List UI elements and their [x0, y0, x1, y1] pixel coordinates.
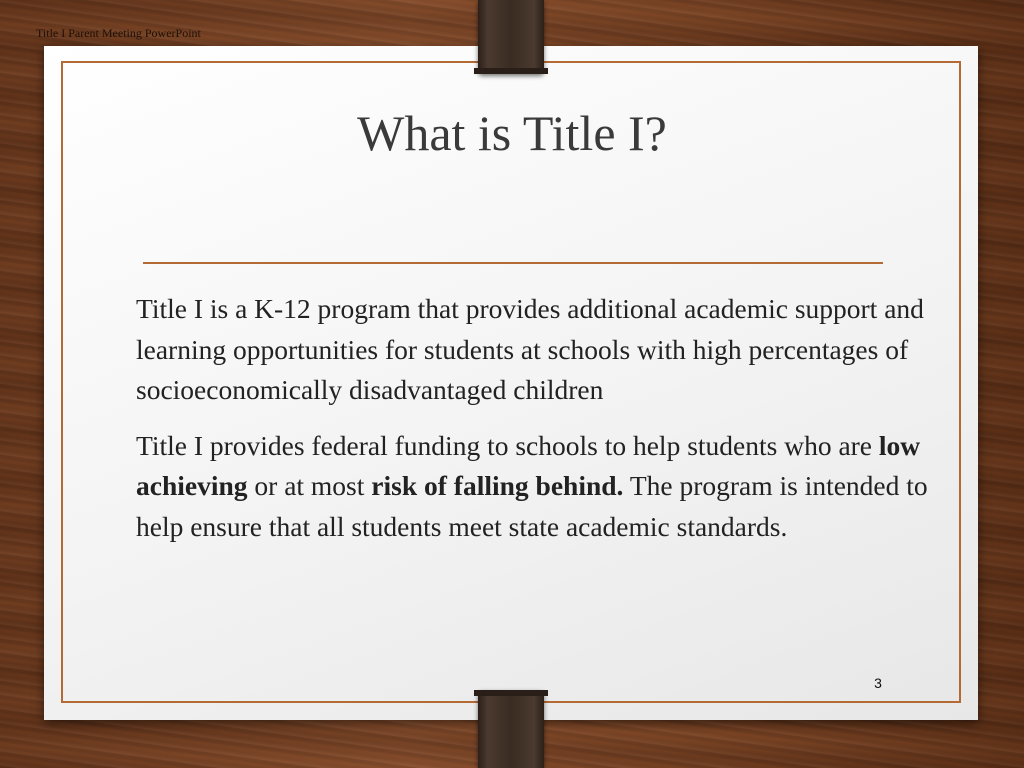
title-divider [143, 262, 883, 264]
slide-title: What is Title I? [357, 105, 667, 161]
paragraph-2-text-3: The program is intended to help ensure that all students meet state academic standards. [136, 470, 928, 542]
body-paragraph-1: Title I is a K-12 program that provides additional academic support and learning opportunities for students at schools with high percentages of socioeconomically disadvantaged children [136, 293, 924, 405]
slide-number: 3 [874, 675, 882, 691]
paragraph-2-text-1: Title I provides federal funding to schools to help students who are [136, 429, 879, 461]
top-strap-decoration [478, 0, 544, 74]
emphasis-risk-of-falling-behind: risk of falling behind. [371, 470, 624, 501]
presentation-title-label: Title I Parent Meeting PowerPoint [36, 26, 201, 40]
slide-body [136, 289, 936, 562]
emphasis-low-achieving: low achieving [136, 429, 921, 501]
paragraph-2-text-2: or at most [247, 470, 372, 501]
body-paragraph-2 [136, 426, 936, 548]
bottom-strap-decoration [478, 690, 544, 768]
